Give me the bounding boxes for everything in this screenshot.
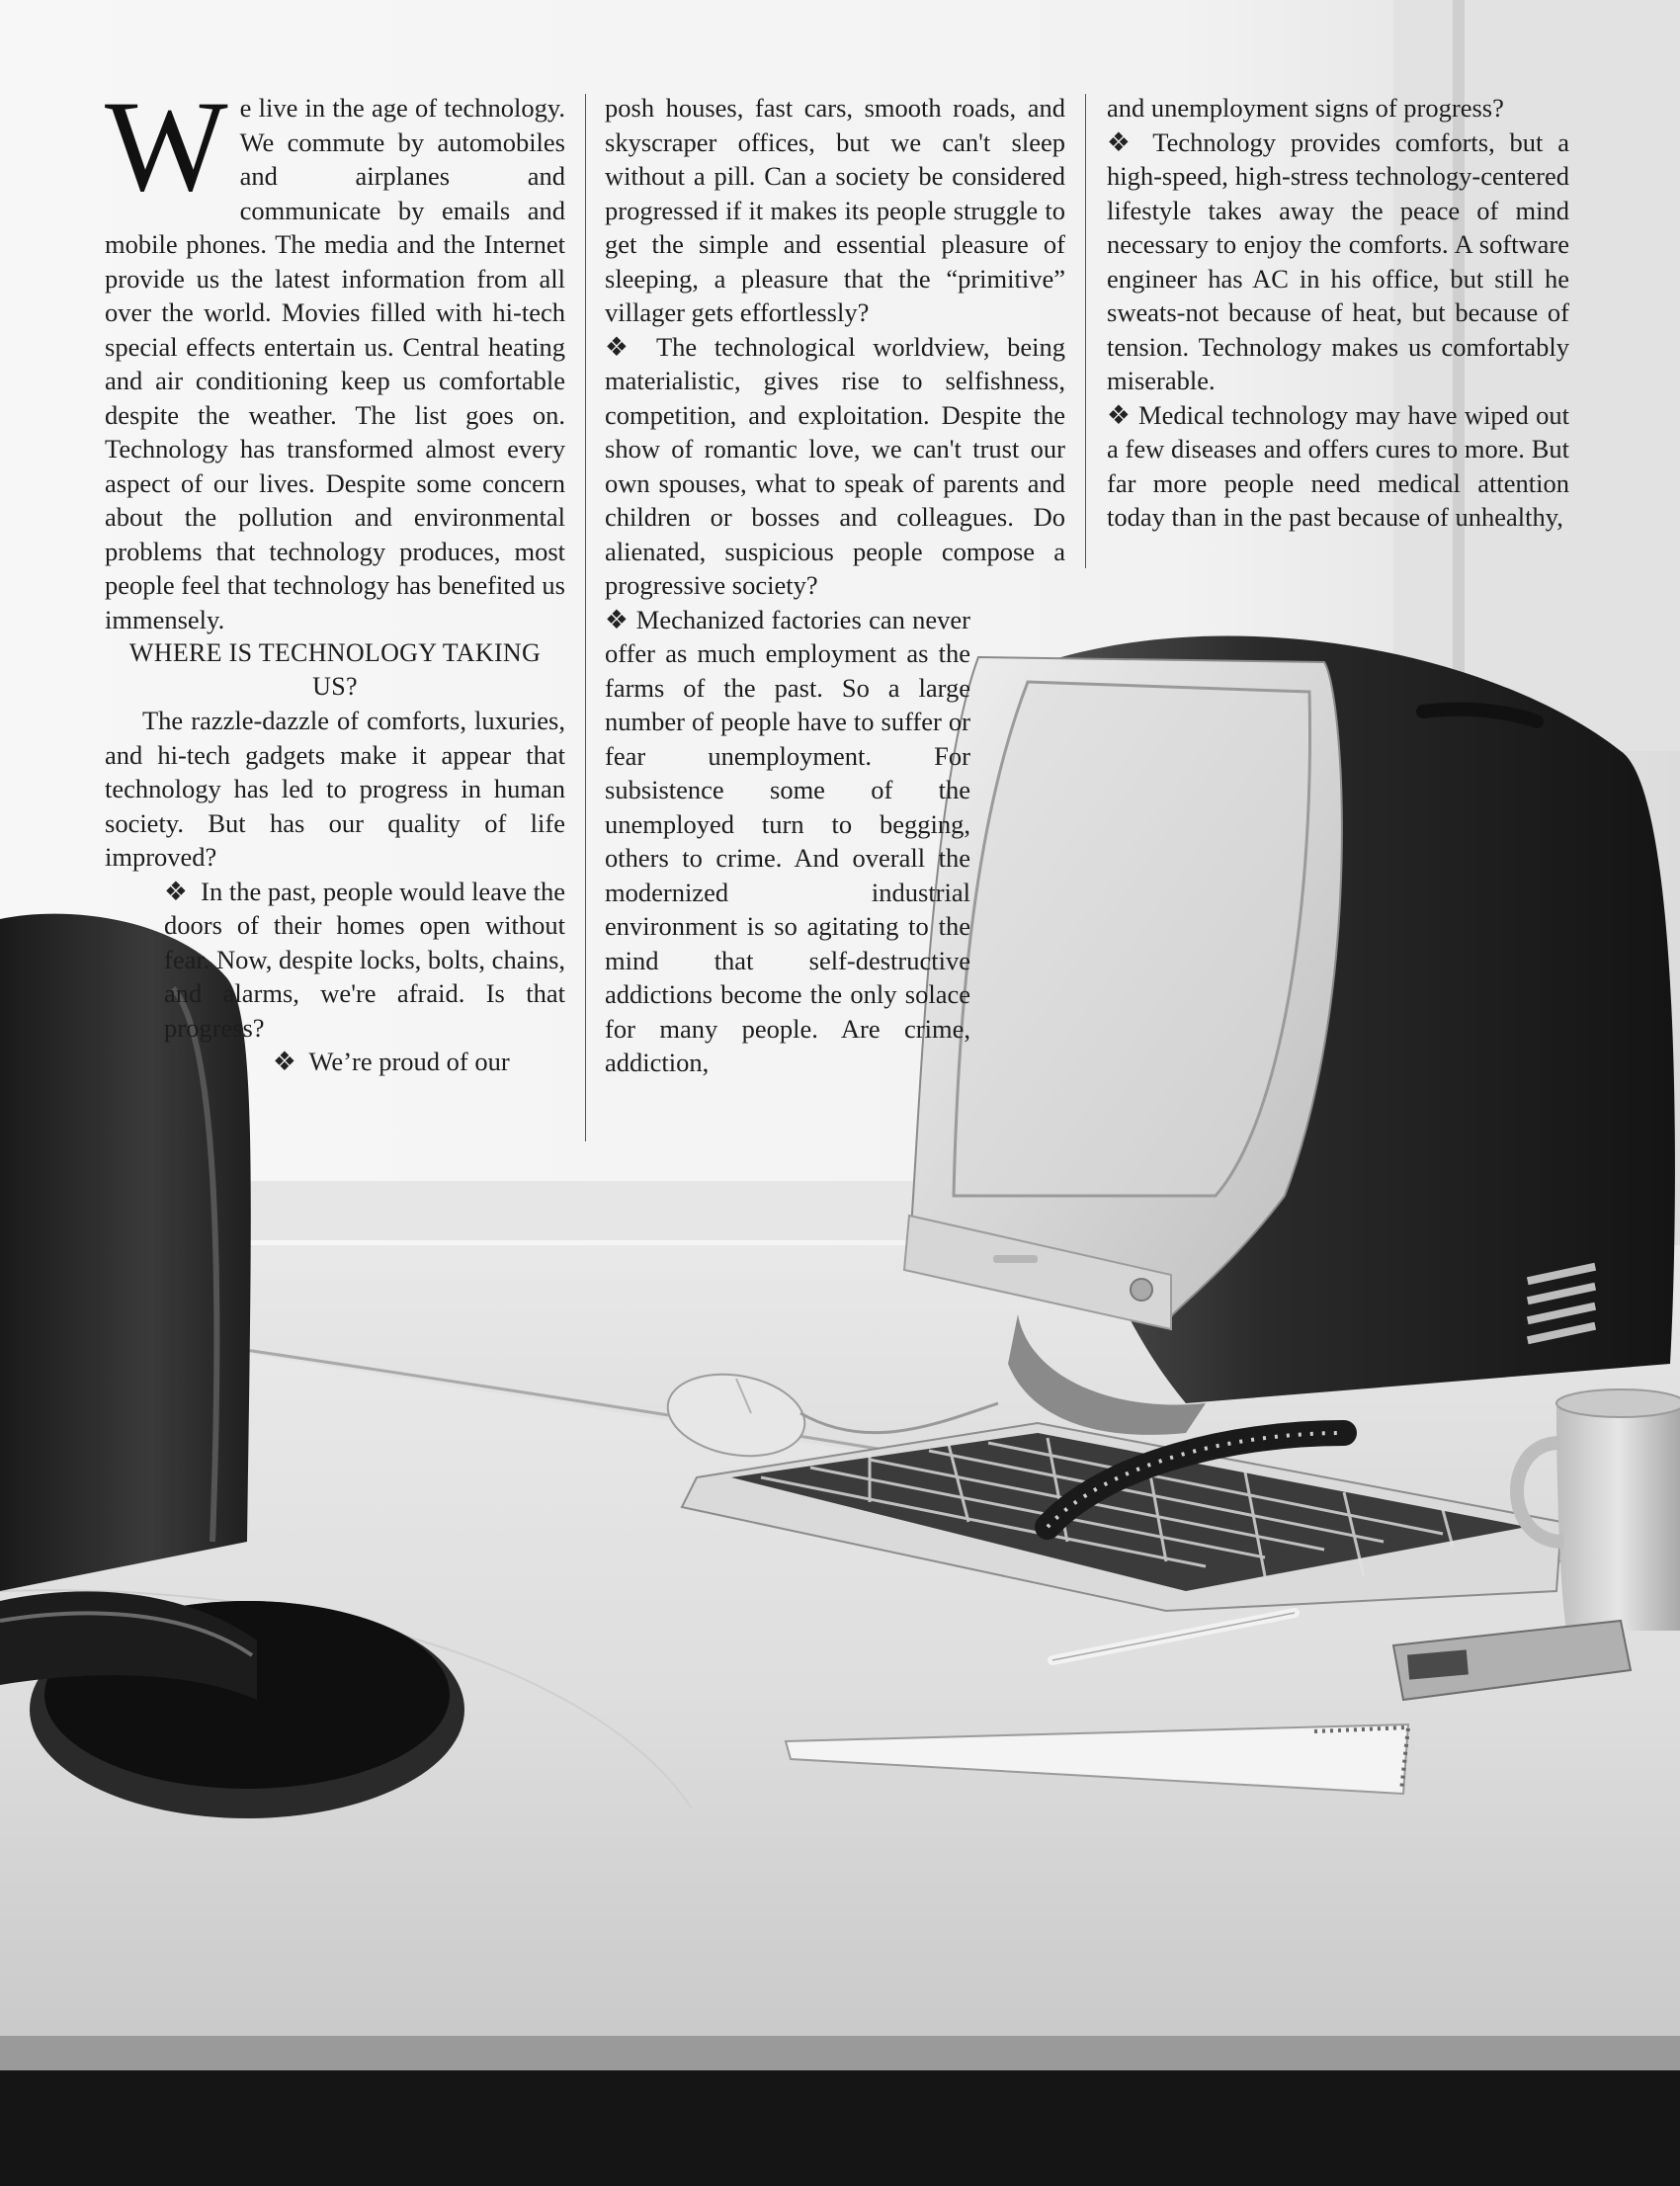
bullet-icon: ❖	[1107, 399, 1132, 430]
bullet-3	[605, 330, 1065, 603]
intro-text: e live in the age of technology. We commute by automobiles and airplanes and communicate by emails and mobile phones. The media and the Internet provide us the latest information from all over the world. Movies filled with hi-tech special effects entertain us. Central heating and air conditioning keep us comfortable despite the weather. The list goes on. Technology has transformed almost every aspect of our lives. Despite some concern about the pollution and environmental problems that technology produces, most people feel that technology has benefited us immensely.	[105, 93, 565, 634]
text-column-3	[1107, 91, 1569, 535]
bullet-1-text: In the past, people would leave the doors of their homes open without fear. Now, despite locks, bolts, chains, and alarms, we're afraid. Is that progress?	[164, 876, 566, 1043]
text-column-2	[605, 91, 1065, 1080]
column-rule-2	[1085, 94, 1086, 568]
bullet-2-lead: We’re proud of our	[308, 1047, 510, 1076]
bullet-4-continued: and unemployment signs of progress?	[1107, 93, 1504, 123]
bullet-3-text: The technological worldview, being materialistic, gives rise to selfishness, competition, and exploitation. Despite the show of romantic love, we can't trust our own spouses, what to speak of parents and children or bosses and colleagues. Do alienated, suspicious people compose a progressive society?	[605, 331, 1066, 600]
section-heading: WHERE IS TECHNOLOGY TAKING US?	[128, 638, 542, 701]
bullet-6	[1107, 398, 1569, 535]
bullet-6-text: Medical technology may have wiped out a few diseases and offers cures to more. But far more people need medical attention today than in the past because of unhealthy,	[1107, 399, 1569, 532]
bullet-icon: ❖	[605, 331, 639, 362]
bullet-4-text: Mechanized factories can never offer as much employment as the farms of the past. So a large number of people have to suffer or fear unemployment. For subsistence some of the unemployed turn to begging, others to crime. And overall the modernized industrial environment is so agitating to the mind that self-destructive addictions become the only solace for many people. Are crime, addiction,	[605, 604, 970, 1077]
bullet-4	[605, 603, 970, 1080]
bullet-1	[105, 875, 565, 1046]
drop-cap: W	[105, 73, 228, 218]
bullet-icon: ❖	[605, 604, 630, 634]
intro-paragraph	[105, 73, 565, 636]
bullet-2-start	[105, 1045, 565, 1079]
bullet-5	[1107, 126, 1569, 398]
column-rule-1	[585, 94, 586, 1141]
bullet-5-text: Technology provides comforts, but a high-speed, high-stress technology-centered lifestyle takes away the peace of mind necessary to enjoy the comforts. A software engineer has AC in his office, but still he sweats-not because of heat, but because of tension. Technology makes us comfortably miserable.	[1107, 126, 1569, 395]
text-column-1	[105, 73, 566, 1079]
bullet-icon: ❖	[164, 876, 188, 906]
bullet-icon: ❖	[1107, 126, 1138, 157]
paragraph-2: The razzle-dazzle of comforts, luxuries, and hi-tech gadgets make it appear that technology has led to progress in human society. But has our quality of life improved?	[105, 706, 565, 872]
bullet-2-text: posh houses, fast cars, smooth roads, and skyscraper offices, but we can't sleep without a pill. Can a society be considered progressed if it makes its people struggle to get the simple and essential pleasure of sleeping, a pleasure that the “primitive” villager gets effortlessly?	[605, 93, 1065, 327]
bullet-icon: ❖	[273, 1047, 296, 1076]
